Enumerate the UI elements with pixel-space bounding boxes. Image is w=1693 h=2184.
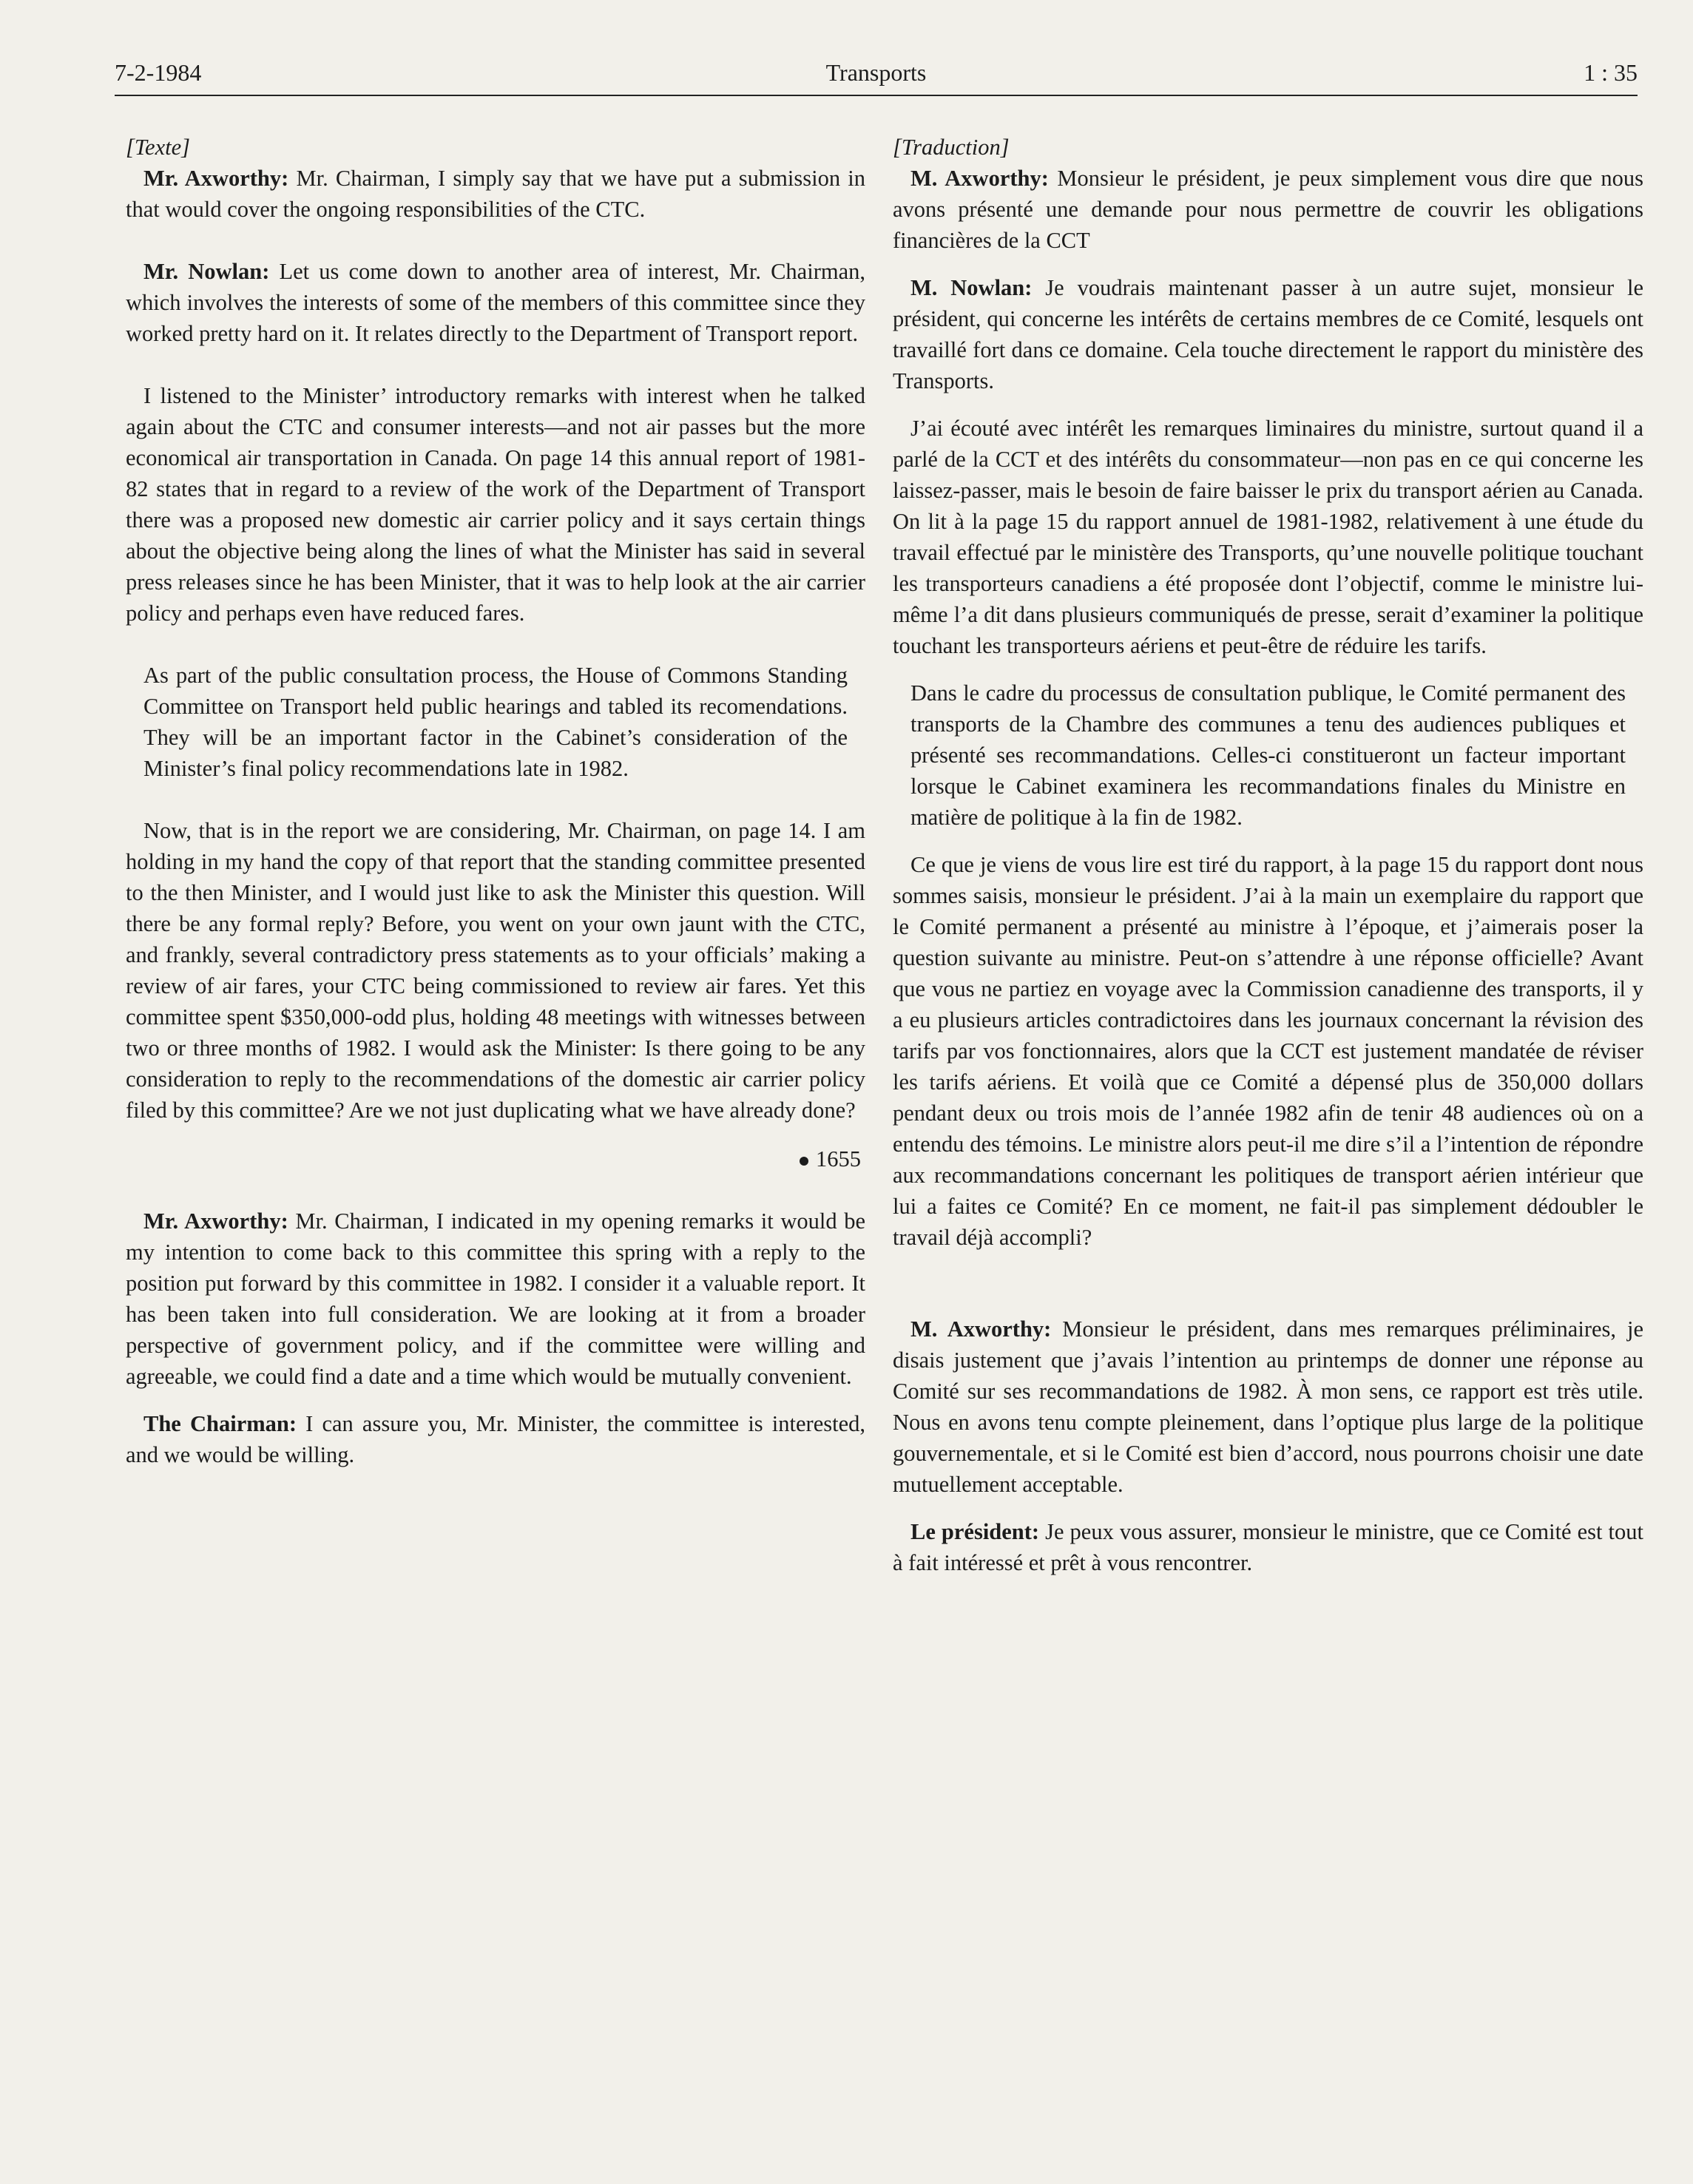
paragraph-text: Monsieur le président, dans mes remarques préliminaires, je disais justement que j’avais l’intention au printemps de donner une réponse au Comité sur ses recommandations de 1982. À mon sens, ce rapport est très utile. Nous en avons tenu compte pleinement, dans l’optique plus large de la politique gouvernementale, et si le Comité est bien d’accord, nous pourrons choisir une date mutuellement acceptable. <box>893 1316 1643 1497</box>
time-marker-value: 1655 <box>816 1146 861 1172</box>
quoted-paragraph: As part of the public consultation process, the House of Commons Standing Committee on Transport held public hearings and tabled its recomendations. They will be an important factor in the Cabinet’s consideration of the Minister’s final policy recommendations late in 1982. <box>143 663 848 781</box>
speaker-name: The Chairman: <box>143 1411 297 1436</box>
french-column <box>893 132 1643 1578</box>
paragraph-text: Mr. Chairman, I simply say that we have put a submission in that would cover the ongoing responsibilities of the CTC. <box>126 166 865 222</box>
section-label-texte: [Texte] <box>126 135 190 160</box>
bullet-icon <box>800 1157 808 1166</box>
paragraph: J’ai écouté avec intérêt les remarques liminaires du ministre, surtout quand il a parlé de la CCT et des intérêts du consommateur—non pas en ce qui concerne les laissez-passer, mais le besoin de faire baisser le prix du transport aérien au Canada. On lit à la page 15 du rapport annuel de 1981-1982, relativement à une étude du travail effectué par le ministère des Transports, qu’une nouvelle politique touchant les transporteurs canadiens a été proposée dont l’objectif, comme le ministre lui-même l’a dit dans plusieurs communiqués de presse, serait d’examiner la politique touchant les transporteurs aériens et peut-être de réduire les tarifs. <box>893 416 1643 658</box>
paragraph-text: Je peux vous assurer, monsieur le ministre, que ce Comité est tout à fait intéressé et prêt à vous rencontrer. <box>893 1519 1643 1575</box>
paragraph <box>126 1206 865 1392</box>
speaker-name: M. Axworthy: <box>910 166 1049 191</box>
speaker-name: M. Axworthy: <box>910 1316 1052 1342</box>
paragraph <box>893 272 1643 396</box>
speaker-name: Mr. Axworthy: <box>143 1208 288 1234</box>
paragraph <box>126 256 865 349</box>
header-page-number: 1 : 35 <box>1584 59 1638 86</box>
speaker-name: Mr. Axworthy: <box>143 166 289 191</box>
english-column <box>126 132 865 1470</box>
paragraph: Now, that is in the report we are considering, Mr. Chairman, on page 14. I am holding in my hand the copy of that report that the standing committee presented to the then Minister, and I would just like to ask the Minister this question. Will there be any formal reply? Before, you went on your own jaunt with the CTC, and frankly, several contradictory press statements as to your officials’ making a review of air fares, your CTC being commissioned to review air fares. Yet this committee spent $350,000-odd plus, holding 48 meetings with witnesses between two or three months of 1982. I would ask the Minister: Is there going to be any consideration to reply to the recommendations of the domestic air carrier policy filed by this committee? Are we not just duplicating what we have already done? <box>126 818 865 1123</box>
speaker-name: M. Nowlan: <box>910 275 1033 300</box>
paragraph <box>126 1408 865 1470</box>
paragraph: I listened to the Minister’ introductory remarks with interest when he talked again about the CTC and consumer interests—and not air passes but the more economical air transportation in Canada. On page 14 this annual report of 1981-82 states that in regard to a review of the work of the Department of Transport there was a proposed new domestic air carrier policy and it says certain things about the objective being along the lines of what the Minister has said in several press releases since he has been Minister, that it was to help look at the air carrier policy and perhaps even have reduced fares. <box>126 383 865 626</box>
section-label-traduction: [Traduction] <box>893 135 1010 160</box>
speaker-name: Mr. Nowlan: <box>143 259 270 284</box>
paragraph-text: Mr. Chairman, I indicated in my opening remarks it would be my intention to come back to this committee this spring with a reply to the position put forward by this committee in 1982. I consider it a valuable report. It has been taken into full consideration. We are looking at it from a broader perspective of government policy, and if the committee were willing and agreeable, we could find a date and a time which would be mutually convenient. <box>126 1208 865 1389</box>
paragraph-text: I can assure you, Mr. Minister, the committee is interested, and we would be willing. <box>126 1411 865 1467</box>
paragraph-text: Monsieur le président, je peux simplement vous dire que nous avons présenté une demande pour nous permettre de couvrir les obligations financières de la CCT <box>893 166 1643 253</box>
paragraph: Ce que je viens de vous lire est tiré du rapport, à la page 15 du rapport dont nous sommes saisis, monsieur le président. J’ai à la main un exemplaire du rapport que le Comité permanent a présenté au ministre à l’époque, et j’aimerais poser la question suivante au ministre. Peut-on s’attendre à une réponse officielle? Avant que vous ne partiez en voyage avec la Commission canadienne des transports, il y a eu plusieurs articles contradictoires dans les journaux concernant la révision des tarifs par vos fonctionnaires, alors que la CCT est justement mandatée de réviser les tarifs aériens. Et voilà que ce Comité a dépensé plus de 350,000 dollars pendant deux ou trois mois de l’année 1982 afin de tenir 48 audiences où on a entendu des témoins. Le ministre alors peut-il me dire s’il a l’intention de répondre aux recommandations concernant les politiques de transport aérien intérieur que lui a faites ce Comité? En ce moment, ne fait-il pas simplement dédoubler le travail déjà accompli? <box>893 852 1643 1250</box>
time-marker <box>126 1143 865 1174</box>
paragraph-text: Let us come down to another area of interest, Mr. Chairman, which involves the interests of some of the members of this committee since they worked pretty hard on it. It relates directly to the Department of Transport report. <box>126 259 865 346</box>
paragraph <box>893 163 1643 256</box>
header-date: 7-2-1984 <box>115 59 202 86</box>
header-title: Transports <box>825 59 927 86</box>
paragraph-text: Je voudrais maintenant passer à un autre sujet, monsieur le président, qui concerne les intérêts de certains membres de ce Comité, lesquels ont travaillé fort dans ce domaine. Cela touche directement le rapport du ministère des Transports. <box>893 275 1644 393</box>
page-header <box>115 58 1638 96</box>
paragraph <box>126 163 865 225</box>
speaker-name: Le président: <box>910 1519 1040 1544</box>
paragraph <box>893 1516 1643 1578</box>
quoted-paragraph: Dans le cadre du processus de consultation publique, le Comité permanent des transports de la Chambre des communes a tenu des audiences publiques et présenté ses recommandations. Celles-ci constitueront un facteur important lorsque le Cabinet examinera les recommandations finales du Ministre en matière de politique à la fin de 1982. <box>910 680 1626 830</box>
paragraph <box>893 1314 1643 1500</box>
